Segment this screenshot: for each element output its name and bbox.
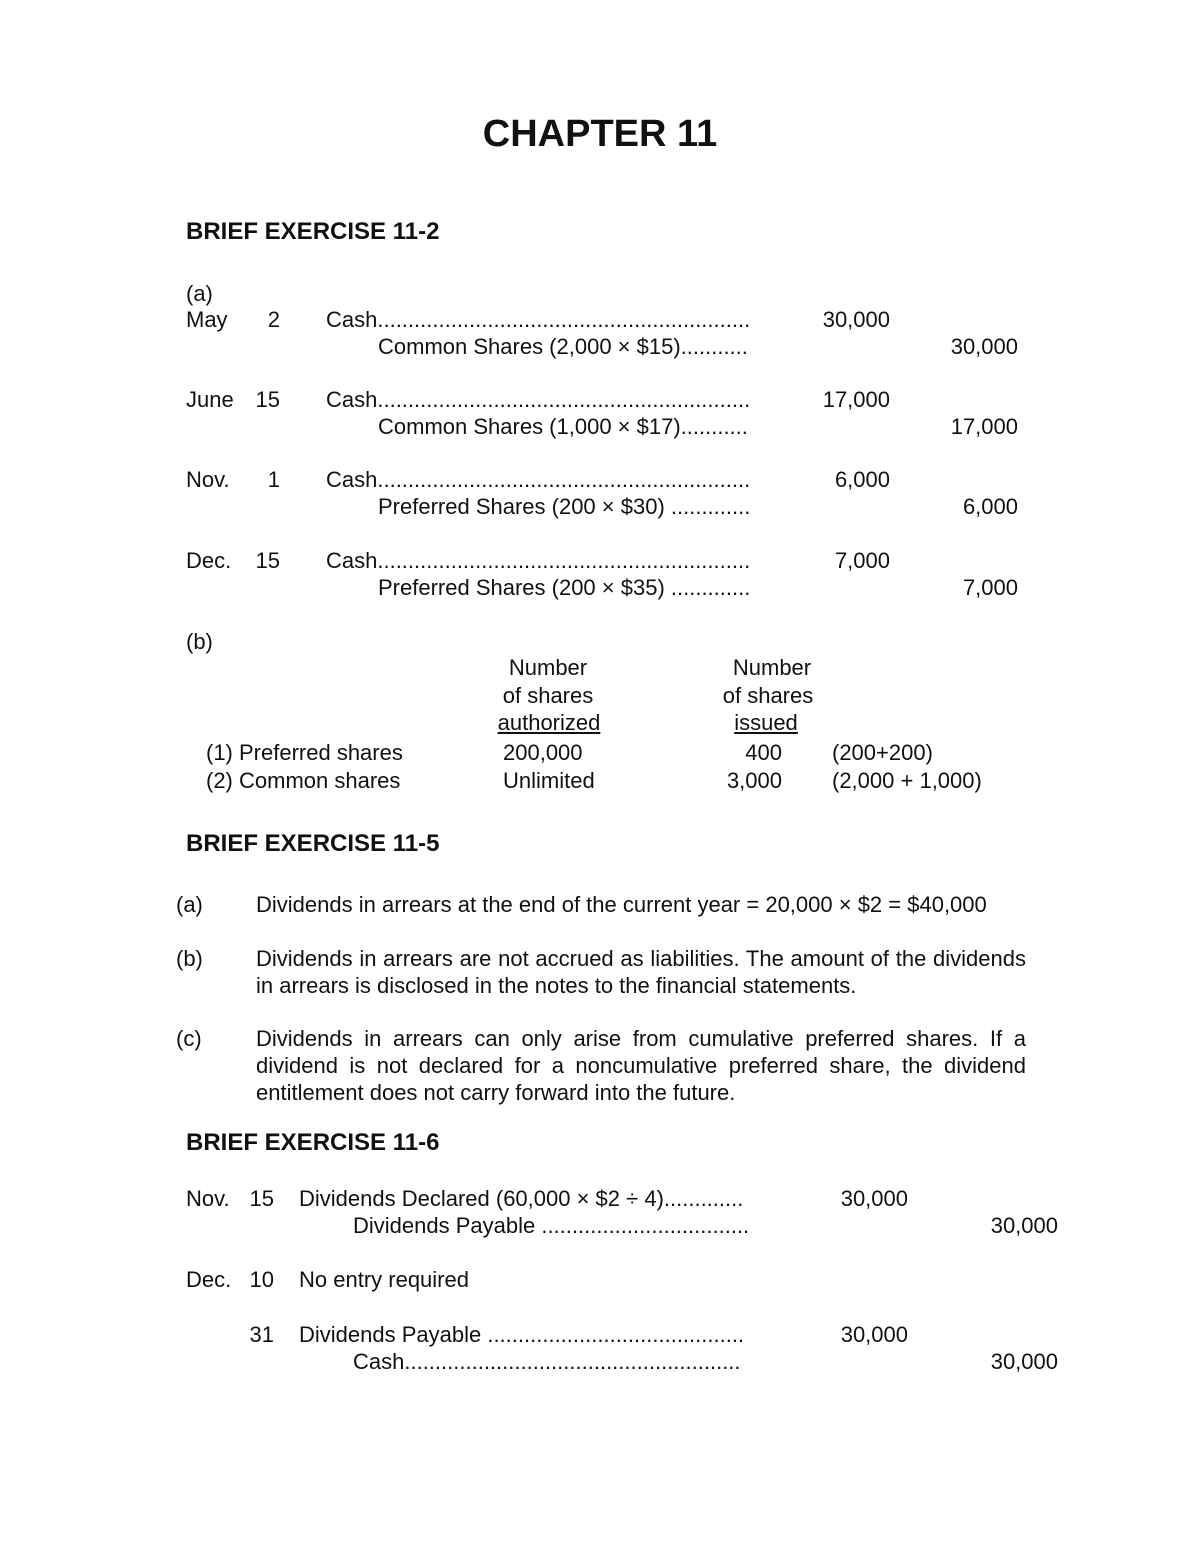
item-label: (a) [176,892,203,917]
credit-amount: 30,000 [990,1349,1058,1374]
col-header-authorized-1: Number [508,655,588,680]
debit-account: Cash............................................................. [326,387,751,412]
debit-account: Dividends Payable .......................................... [299,1322,745,1347]
col-header-issued-3: issued [734,710,798,735]
entry-text: No entry required [299,1267,469,1292]
entry-day: 2 [267,307,280,332]
entry-month: Nov. [186,1186,230,1211]
credit-account: Common Shares (2,000 × $15)........... [378,334,748,359]
part-a-label: (a) [186,281,213,306]
entry-month: Nov. [186,467,230,492]
debit-amount: 30,000 [822,307,890,332]
credit-amount: 30,000 [990,1213,1058,1238]
debit-account: Dividends Declared (60,000 × $2 ÷ 4)............. [299,1186,744,1211]
credit-account: Common Shares (1,000 × $17)........... [378,414,748,439]
item-label: (c) [176,1026,202,1051]
row-label: (1) Preferred shares [206,740,403,765]
row-note: (2,000 + 1,000) [832,768,982,793]
debit-amount: 30,000 [840,1186,908,1211]
section-heading-be2: BRIEF EXERCISE 11-2 [186,218,440,245]
entry-month: May [186,307,228,332]
row-authorized: Unlimited [503,768,595,793]
debit-amount: 7,000 [834,548,890,573]
entry-month: Dec. [186,548,232,573]
debit-amount: 30,000 [840,1322,908,1347]
section-heading-be5: BRIEF EXERCISE 11-5 [186,830,440,857]
credit-account: Cash....................................................... [353,1349,741,1374]
item-label: (b) [176,946,203,971]
row-authorized: 200,000 [503,740,583,765]
entry-day: 15 [249,1186,274,1211]
debit-account: Cash............................................................. [326,467,751,492]
item-text: Dividends in arrears are not accrued as liabilities. The amount of the dividends in arrears is disclosed in the notes to the financial statements. [256,946,1026,998]
item-text: Dividends in arrears can only arise from cumulative preferred shares. If a dividend is not declared for a noncumulative preferred share, the dividend entitlement does not carry forward into the future. [256,1026,1026,1105]
entry-day: 15 [255,548,280,573]
row-issued: 400 [745,740,782,765]
page-title: CHAPTER 11 [482,113,718,155]
row-label: (2) Common shares [206,768,401,793]
credit-account: Dividends Payable .................................. [353,1213,750,1238]
section-heading-be6: BRIEF EXERCISE 11-6 [186,1129,440,1156]
credit-account: Preferred Shares (200 × $35) ............. [378,575,751,600]
debit-amount: 17,000 [822,387,890,412]
col-header-authorized-2: of shares [502,683,594,708]
credit-account: Preferred Shares (200 × $30) ............. [378,494,751,519]
credit-amount: 17,000 [950,414,1018,439]
entry-month: Dec. [186,1267,232,1292]
credit-amount: 6,000 [962,494,1018,519]
item-text: Dividends in arrears at the end of the current year = 20,000 × $2 = $40,000 [256,892,987,917]
part-b-label: (b) [186,629,213,654]
debit-amount: 6,000 [834,467,890,492]
col-header-issued-1: Number [732,655,812,680]
entry-month: June [186,387,234,412]
entry-day: 1 [267,467,280,492]
credit-amount: 30,000 [950,334,1018,359]
debit-account: Cash............................................................. [326,307,751,332]
row-issued: 3,000 [726,768,782,793]
credit-amount: 7,000 [962,575,1018,600]
col-header-issued-2: of shares [722,683,814,708]
debit-account: Cash............................................................. [326,548,751,573]
entry-day: 10 [249,1267,274,1292]
entry-day: 15 [255,387,280,412]
entry-day: 31 [249,1322,274,1347]
col-header-authorized-3: authorized [497,710,601,735]
row-note: (200+200) [832,740,933,765]
